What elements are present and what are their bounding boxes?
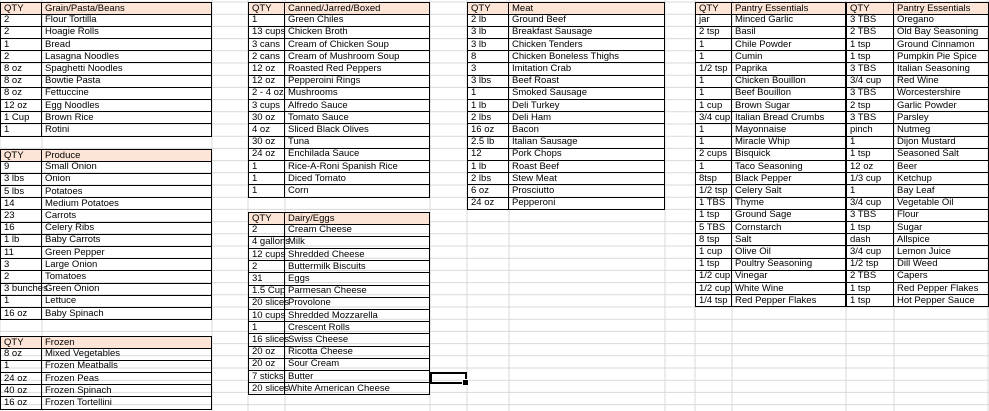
grain-item-cell[interactable]: Fettuccine [42, 87, 212, 100]
canned-item-cell[interactable]: Pepperoini Rings [285, 75, 430, 88]
meat-item-cell[interactable]: Deli Ham [509, 112, 665, 125]
pantry2-item-cell[interactable]: Lemon Juice [894, 246, 989, 259]
pantry2-qty-cell[interactable]: 3/4 cup [846, 75, 894, 88]
produce-item-cell[interactable]: Lettuce [42, 295, 212, 308]
pantry1-item-cell[interactable]: Salt [732, 234, 846, 247]
frozen-item-cell[interactable]: Mixed Vegetables [42, 348, 212, 361]
canned-item-header[interactable]: Canned/Jarred/Boxed [285, 2, 430, 15]
meat-item-cell[interactable]: Beef Roast [509, 75, 665, 88]
canned-item-cell[interactable]: Sliced Black Olives [285, 124, 430, 137]
produce-item-cell[interactable]: Green Pepper [42, 247, 212, 260]
dairy-qty-cell[interactable]: 12 cups [248, 249, 285, 262]
dairy-qty-cell[interactable]: 1 [248, 322, 285, 335]
pantry1-qty-cell[interactable]: 1/2 cup [695, 283, 732, 296]
pantry1-item-cell[interactable]: Paprika [732, 63, 846, 76]
pantry1-qty-cell[interactable]: 1 TBS [695, 197, 732, 210]
pantry2-qty-cell[interactable]: 3/4 cup [846, 197, 894, 210]
produce-qty-cell[interactable]: 14 [0, 198, 42, 211]
pantry1-item-cell[interactable]: Black Pepper [732, 173, 846, 186]
pantry2-qty-cell[interactable]: 3/4 cup [846, 246, 894, 259]
pantry2-item-cell[interactable]: Flour [894, 209, 989, 222]
pantry1-qty-cell[interactable]: 1/2 tsp [695, 63, 732, 76]
pantry1-item-cell[interactable]: Taco Seasoning [732, 161, 846, 174]
produce-qty-cell[interactable]: 16 oz [0, 308, 42, 321]
pantry2-qty-cell[interactable]: 2 TBS [846, 26, 894, 39]
dairy-item-cell[interactable]: White American Cheese [285, 383, 430, 396]
frozen-qty-cell[interactable]: 8 oz [0, 348, 42, 361]
meat-item-cell[interactable]: Deli Turkey [509, 100, 665, 113]
canned-item-cell[interactable]: Chicken Broth [285, 26, 430, 39]
pantry2-qty-cell[interactable]: 1 tsp [846, 51, 894, 64]
produce-qty-cell[interactable]: 16 [0, 222, 42, 235]
canned-qty-cell[interactable]: 2 cans [248, 51, 285, 64]
pantry1-qty-cell[interactable]: 1/2 tsp [695, 185, 732, 198]
meat-item-cell[interactable]: Roast Beef [509, 161, 665, 174]
pantry2-qty-cell[interactable]: 2 tsp [846, 100, 894, 113]
produce-qty-cell[interactable]: 3 [0, 259, 42, 272]
dairy-qty-header[interactable]: QTY [248, 212, 285, 225]
pantry2-item-cell[interactable]: Vegetable Oil [894, 197, 989, 210]
pantry1-qty-header[interactable]: QTY [695, 2, 732, 15]
canned-qty-cell[interactable]: 12 oz [248, 75, 285, 88]
grain-item-cell[interactable]: Hoagie Rolls [42, 26, 212, 39]
pantry2-item-cell[interactable]: Oregano [894, 14, 989, 27]
pantry2-qty-cell[interactable]: 1/3 cup [846, 173, 894, 186]
canned-item-cell[interactable]: Enchilada Sauce [285, 148, 430, 161]
meat-item-cell[interactable]: Chicken Boneless Thighs [509, 51, 665, 64]
canned-qty-cell[interactable]: 4 oz [248, 124, 285, 137]
pantry2-item-cell[interactable]: Pumpkin Pie Spice [894, 51, 989, 64]
meat-item-header[interactable]: Meat [509, 2, 665, 15]
pantry2-item-cell[interactable]: Red Wine [894, 75, 989, 88]
meat-item-cell[interactable]: Pepperoni [509, 197, 665, 210]
pantry1-item-cell[interactable]: Olive Oil [732, 246, 846, 259]
pantry1-item-cell[interactable]: Mayonnaise [732, 124, 846, 137]
pantry2-qty-header[interactable]: QTY [846, 2, 894, 15]
pantry1-qty-cell[interactable]: 2 cups [695, 148, 732, 161]
pantry1-item-cell[interactable]: Red Pepper Flakes [732, 295, 846, 308]
frozen-item-header[interactable]: Frozen [42, 336, 212, 349]
dairy-item-cell[interactable]: Milk [285, 236, 430, 249]
canned-qty-cell[interactable]: 1 [248, 161, 285, 174]
frozen-qty-cell[interactable]: 24 oz [0, 373, 42, 386]
canned-item-cell[interactable]: Cream of Mushroom Soup [285, 51, 430, 64]
pantry1-qty-cell[interactable]: 1 tsp [695, 209, 732, 222]
pantry1-item-cell[interactable]: Bisquick [732, 148, 846, 161]
produce-qty-cell[interactable]: 9 [0, 161, 42, 174]
grain-qty-cell[interactable]: 8 oz [0, 63, 42, 76]
dairy-item-cell[interactable]: Swiss Cheese [285, 334, 430, 347]
pantry2-qty-cell[interactable]: 1 tsp [846, 283, 894, 296]
meat-qty-cell[interactable]: 3 [467, 63, 509, 76]
grain-item-cell[interactable]: Lasagna Noodles [42, 51, 212, 64]
canned-item-cell[interactable]: Rice-A-Roni Spanish Rice [285, 161, 430, 174]
grain-qty-header[interactable]: QTY [0, 2, 42, 15]
pantry2-qty-cell[interactable]: 1 tsp [846, 148, 894, 161]
pantry2-qty-cell[interactable]: 12 oz [846, 161, 894, 174]
grain-qty-cell[interactable]: 2 [0, 26, 42, 39]
meat-item-cell[interactable]: Stew Meat [509, 173, 665, 186]
pantry2-item-cell[interactable]: Sugar [894, 222, 989, 235]
dairy-qty-cell[interactable]: 20 slices [248, 383, 285, 396]
canned-qty-cell[interactable]: 30 oz [248, 112, 285, 125]
pantry2-qty-cell[interactable]: dash [846, 234, 894, 247]
pantry2-item-cell[interactable]: Red Pepper Flakes [894, 283, 989, 296]
pantry1-item-cell[interactable]: Celery Salt [732, 185, 846, 198]
meat-qty-cell[interactable]: 12 [467, 148, 509, 161]
grain-item-cell[interactable]: Egg Noodles [42, 100, 212, 113]
dairy-qty-cell[interactable]: 1.5 Cup [248, 285, 285, 298]
pantry2-item-cell[interactable]: Beer [894, 161, 989, 174]
pantry1-qty-cell[interactable]: 1 [695, 87, 732, 100]
canned-item-cell[interactable]: Cream of Chicken Soup [285, 39, 430, 52]
pantry1-item-cell[interactable]: White Wine [732, 283, 846, 296]
dairy-item-cell[interactable]: Ricotta Cheese [285, 346, 430, 359]
grain-qty-cell[interactable]: 1 Cup [0, 112, 42, 125]
produce-item-cell[interactable]: Medium Potatoes [42, 198, 212, 211]
meat-qty-header[interactable]: QTY [467, 2, 509, 15]
produce-item-cell[interactable]: Tomatoes [42, 271, 212, 284]
pantry2-item-cell[interactable]: Ground Cinnamon [894, 39, 989, 52]
pantry1-qty-cell[interactable]: jar [695, 14, 732, 27]
produce-item-cell[interactable]: Onion [42, 173, 212, 186]
frozen-item-cell[interactable]: Frozen Peas [42, 373, 212, 386]
canned-qty-cell[interactable]: 2 - 4 oz [248, 87, 285, 100]
produce-qty-cell[interactable]: 23 [0, 210, 42, 223]
canned-item-cell[interactable]: Corn [285, 185, 430, 198]
pantry2-item-cell[interactable]: Capers [894, 270, 989, 283]
frozen-qty-cell[interactable]: 40 oz [0, 385, 42, 398]
pantry1-item-cell[interactable]: Miracle Whip [732, 136, 846, 149]
pantry1-qty-cell[interactable]: 1 [695, 75, 732, 88]
produce-item-cell[interactable]: Carrots [42, 210, 212, 223]
meat-qty-cell[interactable]: 3 lb [467, 39, 509, 52]
pantry1-item-header[interactable]: Pantry Essentials [732, 2, 846, 15]
dairy-qty-cell[interactable]: 20 slices [248, 297, 285, 310]
dairy-qty-cell[interactable]: 20 oz [248, 346, 285, 359]
pantry1-item-cell[interactable]: Minced Garlic [732, 14, 846, 27]
pantry1-item-cell[interactable]: Chicken Bouillon [732, 75, 846, 88]
pantry1-qty-cell[interactable]: 3/4 cup [695, 112, 732, 125]
meat-item-cell[interactable]: Bacon [509, 124, 665, 137]
produce-qty-cell[interactable]: 5 lbs [0, 186, 42, 199]
dairy-item-cell[interactable]: Sour Cream [285, 358, 430, 371]
dairy-item-cell[interactable]: Shredded Mozzarella [285, 310, 430, 323]
pantry2-item-cell[interactable]: Nutmeg [894, 124, 989, 137]
dairy-item-cell[interactable]: Provolone [285, 297, 430, 310]
pantry1-qty-cell[interactable]: 1 [695, 136, 732, 149]
produce-item-cell[interactable]: Celery Ribs [42, 222, 212, 235]
pantry2-qty-cell[interactable]: 1 [846, 136, 894, 149]
produce-item-cell[interactable]: Small Onion [42, 161, 212, 174]
produce-item-header[interactable]: Produce [42, 149, 212, 162]
canned-qty-cell[interactable]: 1 [248, 185, 285, 198]
pantry1-qty-cell[interactable]: 1/2 cup [695, 270, 732, 283]
pantry2-item-cell[interactable]: Old Bay Seasoning [894, 26, 989, 39]
meat-qty-cell[interactable]: 8 [467, 51, 509, 64]
pantry1-qty-cell[interactable]: 1 cup [695, 246, 732, 259]
meat-item-cell[interactable]: Smoked Sausage [509, 87, 665, 100]
pantry2-item-cell[interactable]: Parsley [894, 112, 989, 125]
grain-qty-cell[interactable]: 2 [0, 51, 42, 64]
dairy-item-cell[interactable]: Butter [285, 371, 430, 384]
dairy-qty-cell[interactable]: 7 sticks [248, 371, 285, 384]
canned-qty-cell[interactable]: 13 cups [248, 26, 285, 39]
grain-item-cell[interactable]: Rotini [42, 124, 212, 137]
pantry2-item-cell[interactable]: Bay Leaf [894, 185, 989, 198]
pantry2-item-cell[interactable]: Garlic Powder [894, 100, 989, 113]
dairy-qty-cell[interactable]: 16 slices [248, 334, 285, 347]
pantry1-item-cell[interactable]: Cumin [732, 51, 846, 64]
dairy-item-header[interactable]: Dairy/Eggs [285, 212, 430, 225]
meat-qty-cell[interactable]: 1 lb [467, 100, 509, 113]
canned-item-cell[interactable]: Diced Tomato [285, 173, 430, 186]
pantry1-qty-cell[interactable]: 1 [695, 51, 732, 64]
grain-qty-cell[interactable]: 8 oz [0, 87, 42, 100]
produce-qty-cell[interactable]: 3 lbs [0, 173, 42, 186]
frozen-item-cell[interactable]: Frozen Tortellini [42, 397, 212, 410]
pantry1-item-cell[interactable]: Italian Bread Crumbs [732, 112, 846, 125]
pantry2-qty-cell[interactable]: 3 TBS [846, 63, 894, 76]
pantry2-qty-cell[interactable]: 1 tsp [846, 39, 894, 52]
pantry2-qty-cell[interactable]: 1 [846, 185, 894, 198]
pantry1-qty-cell[interactable]: 8 tsp [695, 234, 732, 247]
produce-qty-cell[interactable]: 11 [0, 247, 42, 260]
produce-qty-cell[interactable]: 1 lb [0, 234, 42, 247]
dairy-item-cell[interactable]: Buttermilk Biscuits [285, 261, 430, 274]
produce-qty-header[interactable]: QTY [0, 149, 42, 162]
meat-qty-cell[interactable]: 1 lb [467, 161, 509, 174]
pantry2-item-header[interactable]: Pantry Essentials [894, 2, 989, 15]
pantry2-qty-cell[interactable]: 1/2 tsp [846, 258, 894, 271]
meat-item-cell[interactable]: Imitation Crab [509, 63, 665, 76]
canned-item-cell[interactable]: Tuna [285, 136, 430, 149]
produce-item-cell[interactable]: Large Onion [42, 259, 212, 272]
produce-qty-cell[interactable]: 1 [0, 295, 42, 308]
meat-qty-cell[interactable]: 2 lbs [467, 173, 509, 186]
dairy-item-cell[interactable]: Eggs [285, 273, 430, 286]
frozen-qty-header[interactable]: QTY [0, 336, 42, 349]
pantry1-item-cell[interactable]: Chile Powder [732, 39, 846, 52]
meat-item-cell[interactable]: Pork Chops [509, 148, 665, 161]
pantry1-item-cell[interactable]: Ground Sage [732, 209, 846, 222]
dairy-qty-cell[interactable]: 31 [248, 273, 285, 286]
pantry2-item-cell[interactable]: Seasoned Salt [894, 148, 989, 161]
canned-qty-cell[interactable]: 30 oz [248, 136, 285, 149]
grain-qty-cell[interactable]: 8 oz [0, 75, 42, 88]
pantry2-qty-cell[interactable]: pinch [846, 124, 894, 137]
grain-qty-cell[interactable]: 1 [0, 39, 42, 52]
canned-item-cell[interactable]: Mushrooms [285, 87, 430, 100]
grain-item-cell[interactable]: Spaghetti Noodles [42, 63, 212, 76]
pantry1-qty-cell[interactable]: 1 [695, 161, 732, 174]
frozen-item-cell[interactable]: Frozen Meatballs [42, 360, 212, 373]
pantry2-qty-cell[interactable]: 3 TBS [846, 112, 894, 125]
canned-item-cell[interactable]: Alfredo Sauce [285, 100, 430, 113]
dairy-item-cell[interactable]: Parmesan Cheese [285, 285, 430, 298]
pantry1-qty-cell[interactable]: 1 [695, 39, 732, 52]
pantry2-qty-cell[interactable]: 1 tsp [846, 295, 894, 308]
pantry1-qty-cell[interactable]: 1 cup [695, 100, 732, 113]
meat-qty-cell[interactable]: 2.5 lb [467, 136, 509, 149]
pantry1-qty-cell[interactable]: 5 TBS [695, 222, 732, 235]
pantry1-item-cell[interactable]: Thyme [732, 197, 846, 210]
selected-cell[interactable] [430, 372, 467, 384]
pantry1-qty-cell[interactable]: 1 tsp [695, 258, 732, 271]
dairy-item-cell[interactable]: Shredded Cheese [285, 249, 430, 262]
dairy-qty-cell[interactable]: 2 [248, 261, 285, 274]
pantry1-item-cell[interactable]: Cornstarch [732, 222, 846, 235]
pantry1-item-cell[interactable]: Brown Sugar [732, 100, 846, 113]
meat-qty-cell[interactable]: 2 lbs [467, 112, 509, 125]
pantry2-qty-cell[interactable]: 1 tsp [846, 222, 894, 235]
dairy-qty-cell[interactable]: 2 [248, 224, 285, 237]
meat-qty-cell[interactable]: 1 [467, 87, 509, 100]
produce-item-cell[interactable]: Baby Carrots [42, 234, 212, 247]
grain-item-cell[interactable]: Bowtie Pasta [42, 75, 212, 88]
canned-qty-header[interactable]: QTY [248, 2, 285, 15]
frozen-qty-cell[interactable]: 16 oz [0, 397, 42, 410]
pantry2-item-cell[interactable]: Ketchup [894, 173, 989, 186]
pantry1-item-cell[interactable]: Beef Bouillon [732, 87, 846, 100]
grain-item-cell[interactable]: Brown Rice [42, 112, 212, 125]
canned-item-cell[interactable]: Roasted Red Peppers [285, 63, 430, 76]
produce-item-cell[interactable]: Green Onion [42, 283, 212, 296]
pantry2-item-cell[interactable]: Dill Weed [894, 258, 989, 271]
pantry1-qty-cell[interactable]: 1/4 tsp [695, 295, 732, 308]
meat-qty-cell[interactable]: 24 oz [467, 197, 509, 210]
canned-qty-cell[interactable]: 1 [248, 173, 285, 186]
pantry2-qty-cell[interactable]: 3 TBS [846, 209, 894, 222]
pantry2-qty-cell[interactable]: 3 TBS [846, 14, 894, 27]
grain-item-cell[interactable]: Bread [42, 39, 212, 52]
canned-qty-cell[interactable]: 1 [248, 14, 285, 27]
frozen-item-cell[interactable]: Frozen Spinach [42, 385, 212, 398]
pantry2-item-cell[interactable]: Hot Pepper Sauce [894, 295, 989, 308]
pantry1-qty-cell[interactable]: 8tsp [695, 173, 732, 186]
produce-qty-cell[interactable]: 3 bunches [0, 283, 42, 296]
frozen-qty-cell[interactable]: 1 [0, 360, 42, 373]
meat-item-cell[interactable]: Ground Beef [509, 14, 665, 27]
grain-item-header[interactable]: Grain/Pasta/Beans [42, 2, 212, 15]
pantry1-qty-cell[interactable]: 1 [695, 124, 732, 137]
grain-qty-cell[interactable]: 1 [0, 124, 42, 137]
grain-qty-cell[interactable]: 2 [0, 14, 42, 27]
produce-item-cell[interactable]: Potatoes [42, 186, 212, 199]
meat-item-cell[interactable]: Prosciutto [509, 185, 665, 198]
pantry2-item-cell[interactable]: Allspice [894, 234, 989, 247]
pantry2-qty-cell[interactable]: 2 TBS [846, 270, 894, 283]
pantry2-item-cell[interactable]: Dijon Mustard [894, 136, 989, 149]
pantry1-qty-cell[interactable]: 2 tsp [695, 26, 732, 39]
meat-qty-cell[interactable]: 6 oz [467, 185, 509, 198]
canned-item-cell[interactable]: Tomato Sauce [285, 112, 430, 125]
meat-item-cell[interactable]: Italian Sausage [509, 136, 665, 149]
canned-qty-cell[interactable]: 12 oz [248, 63, 285, 76]
meat-item-cell[interactable]: Breakfast Sausage [509, 26, 665, 39]
dairy-qty-cell[interactable]: 4 gallons [248, 236, 285, 249]
meat-qty-cell[interactable]: 16 oz [467, 124, 509, 137]
grain-item-cell[interactable]: Flour Tortilla [42, 14, 212, 27]
canned-item-cell[interactable]: Green Chiles [285, 14, 430, 27]
meat-qty-cell[interactable]: 2 lb [467, 14, 509, 27]
dairy-item-cell[interactable]: Cream Cheese [285, 224, 430, 237]
dairy-qty-cell[interactable]: 10 cups [248, 310, 285, 323]
meat-qty-cell[interactable]: 3 lb [467, 26, 509, 39]
canned-qty-cell[interactable]: 24 oz [248, 148, 285, 161]
canned-qty-cell[interactable]: 3 cans [248, 39, 285, 52]
pantry1-item-cell[interactable]: Poultry Seasoning [732, 258, 846, 271]
pantry2-qty-cell[interactable]: 3 TBS [846, 87, 894, 100]
dairy-qty-cell[interactable]: 20 oz [248, 358, 285, 371]
pantry1-item-cell[interactable]: Vinegar [732, 270, 846, 283]
dairy-item-cell[interactable]: Crescent Rolls [285, 322, 430, 335]
produce-qty-cell[interactable]: 2 [0, 271, 42, 284]
meat-qty-cell[interactable]: 3 lbs [467, 75, 509, 88]
produce-item-cell[interactable]: Baby Spinach [42, 308, 212, 321]
meat-item-cell[interactable]: Chicken Tenders [509, 39, 665, 52]
grain-qty-cell[interactable]: 12 oz [0, 100, 42, 113]
pantry2-item-cell[interactable]: Italian Seasoning [894, 63, 989, 76]
pantry1-item-cell[interactable]: Basil [732, 26, 846, 39]
canned-qty-cell[interactable]: 3 cups [248, 100, 285, 113]
pantry2-item-cell[interactable]: Worcestershire [894, 87, 989, 100]
